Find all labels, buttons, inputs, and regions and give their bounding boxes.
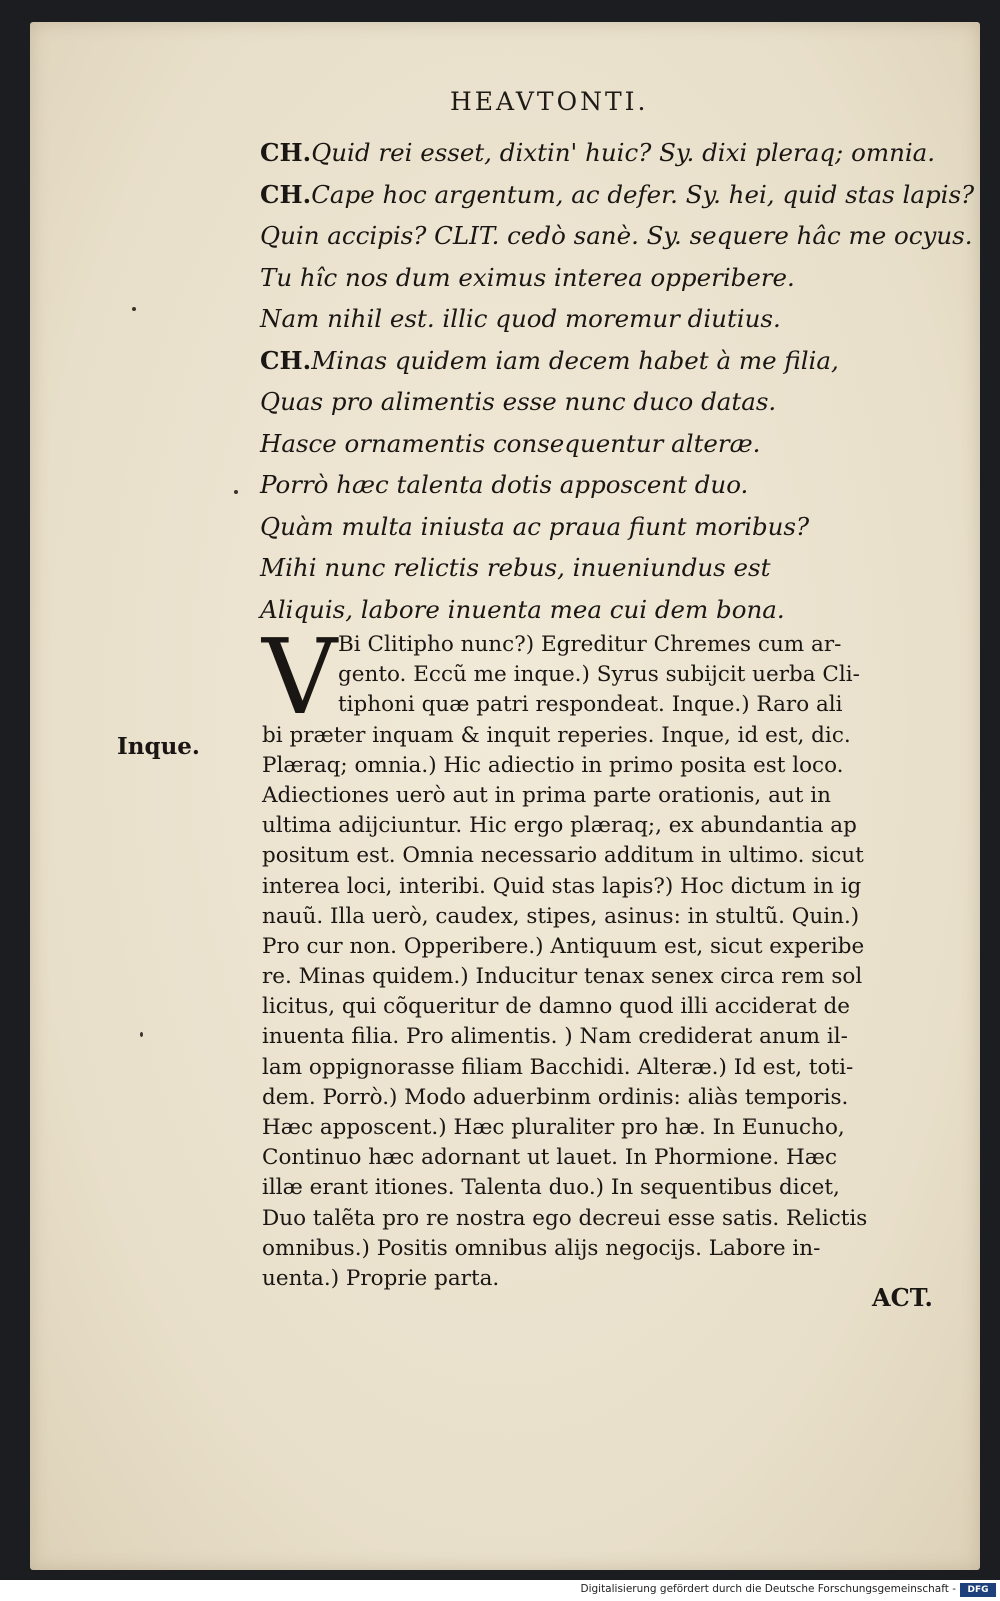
running-head: HEAVTONTI. [450, 87, 649, 116]
commentary-line: gento. Eccũ me inque.) Syrus subijcit uerba Cli- [338, 662, 860, 688]
verse-block [260, 132, 975, 630]
verse-line [260, 381, 960, 423]
verse-line [260, 423, 960, 465]
commentary-line: interea loci, interibi. Quid stas lapis?) Hoc dictum in ig [262, 873, 862, 899]
verse-text: Nam nihil est. illic quod moremur diutius. [260, 304, 781, 333]
verse-text: Hasce ornamentis consequentur alteræ. [260, 428, 761, 458]
commentary-line: uenta.) Proprie parta. [262, 1265, 500, 1291]
commentary-line: dem. Porrò.) Modo aduerbinm ordinis: aliàs temporis. [262, 1084, 849, 1110]
commentary-line: bi præter inquam & inquit reperies. Inque, id est, dic. [262, 722, 851, 748]
ink-speck [140, 1032, 143, 1037]
verse-line [260, 132, 960, 174]
verse-text: Porrò hæc talenta dotis apposcent duo. [260, 470, 749, 499]
verse-text: Quàm multa iniusta ac praua fiunt moribus? [260, 511, 810, 541]
commentary-line: lam oppignorasse filiam Bacchidi. Alteræ.) Id est, toti- [262, 1054, 854, 1080]
verse-line [260, 257, 960, 299]
verse-text: Tu hîc nos dum eximus interea opperibere. [260, 262, 795, 292]
speaker-label: CH. [260, 179, 312, 209]
margin-note: Inque. [117, 733, 200, 760]
verse-text: Quas pro alimentis esse nunc duco datas. [260, 387, 777, 416]
verse-line [260, 547, 960, 589]
commentary-line: illæ erant itiones. Talenta duo.) In sequentibus dicet, [262, 1175, 840, 1201]
footer-credit: Digitalisierung gefördert durch die Deutsche Forschungsgemeinschaft - [580, 1583, 956, 1595]
commentary-line: Hæc apposcent.) Hæc pluraliter pro hæ. In Eunucho, [262, 1115, 845, 1140]
footer-bar [0, 1580, 1000, 1601]
speaker-label: CH. [260, 345, 312, 375]
commentary-line: Continuo hæc adornant ut lauet. In Phormione. Hæc [262, 1145, 837, 1171]
commentary-block [262, 616, 952, 1294]
verse-line [260, 174, 975, 216]
speaker-label: CH. [260, 138, 312, 167]
verse-text: Quin accipis? CLIT. cedò sanè. Sy. sequere hâc me ocyus. [260, 221, 973, 250]
verse-text: Cape hoc argentum, ac defer. Sy. hei, quid stas lapis? [311, 179, 975, 209]
catchword: ACT. [872, 1283, 933, 1312]
commentary-line: Bi Clitipho nunc?) Egreditur Chremes cum ar- [338, 632, 842, 657]
commentary-line: inuenta filia. Pro alimentis. ) Nam crediderat anum il- [262, 1024, 848, 1050]
verse-line [260, 215, 973, 257]
dfg-logo: DFG [960, 1583, 996, 1597]
commentary-line: licitus, qui cõqueritur de damno quod illi acciderat de [262, 994, 850, 1020]
decorated-initial: V [262, 616, 338, 738]
commentary-line: Plæraq; omnia.) Hic adiectio in primo posita est loco. [262, 752, 844, 778]
verse-text: Minas quidem iam decem habet à me filia, [311, 345, 839, 375]
verse-line [260, 298, 960, 340]
verse-line [260, 589, 960, 631]
verse-line [260, 506, 960, 548]
verse-text: Mihi nunc relictis rebus, inueniundus est [260, 553, 771, 582]
commentary-line: Pro cur non. Opperibere.) Antiquum est, sicut experibe [262, 933, 865, 959]
commentary-line: tiphoni quæ patri respondeat. Inque.) Raro ali [338, 692, 843, 718]
verse-text: Quid rei esset, dixtin' huic? Sy. dixi pleraq; omnia. [311, 138, 936, 167]
commentary-line: Adiectiones uerò aut in prima parte orationis, aut in [262, 782, 831, 808]
ink-speck [234, 490, 238, 494]
commentary-line: re. Minas quidem.) Inducitur tenax senex circa rem sol [262, 964, 863, 990]
commentary-line: positum est. Omnia necessario additum in ultimo. sicut [262, 843, 864, 869]
commentary-line: Duo talẽta pro re nostra ego decreui esse satis. Relictis [262, 1205, 868, 1231]
commentary-line: ultima adijciuntur. Hic ergo plæraq;, ex abundantia ap [262, 813, 857, 839]
ink-speck [132, 307, 136, 311]
verse-text: Aliquis, labore inuenta mea cui dem bona. [260, 594, 785, 624]
commentary-line: omnibus.) Positis omnibus alijs negocijs. Labore in- [262, 1235, 821, 1261]
commentary-line: nauũ. Illa uerò, caudex, stipes, asinus: in stultũ. Quin.) [262, 903, 860, 929]
verse-line [260, 340, 960, 382]
verse-line [260, 464, 960, 506]
